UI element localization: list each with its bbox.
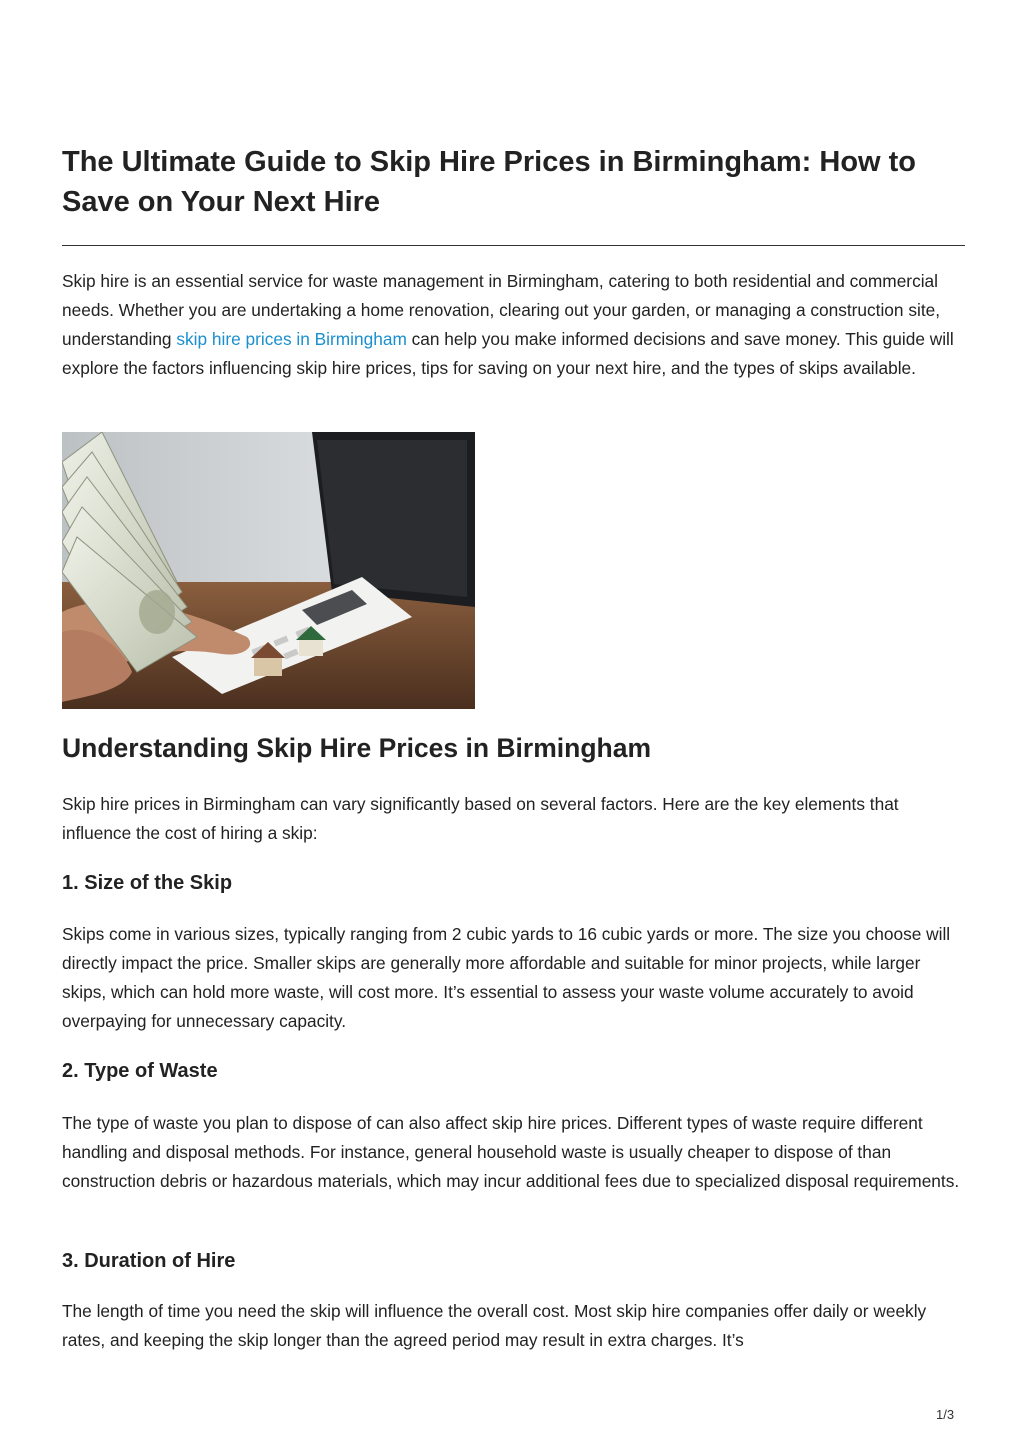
money-calculator-photo [62, 432, 475, 709]
page-number: 1/3 [936, 1407, 955, 1422]
section-intro-paragraph: Skip hire prices in Birmingham can vary significantly based on several factors. Here are the key elements that influence the cost of hiring a skip: [62, 794, 899, 843]
factor-paragraph: The length of time you need the skip will influence the overall cost. Most skip hire companies offer daily or weekly rates, and keeping the skip longer than the agreed period may result in extra charges. It’s [62, 1301, 927, 1350]
factor-paragraph: Skips come in various sizes, typically ranging from 2 cubic yards to 16 cubic yards or more. The size you choose will directly impact the price. Smaller skips are generally more affordable and suitable for minor projects, while larger skips, which can hold more waste, will cost more. It’s essential to assess your waste volume accurately to avoid overpaying for unnecessary capacity. [62, 924, 951, 1031]
article-title: The Ultimate Guide to Skip Hire Prices in Birmingham: How to Save on Your Next Hire [62, 146, 917, 218]
skip-hire-prices-link[interactable]: skip hire prices in Birmingham [176, 329, 407, 349]
factor-paragraph: The type of waste you plan to dispose of can also affect skip hire prices. Different types of waste require different handling and disposal methods. For instance, general household waste is usually cheaper to dispose of than construction debris or hazardous materials, which may incur additional fees due to specialized disposal requirements. [62, 1113, 960, 1191]
intro-text-after-link: can help you make informed decisions and save money. This guide will explore the factors influencing skip hire prices, tips for saving on your next hire, and the types of skips available. [62, 329, 954, 378]
section-heading: Understanding Skip Hire Prices in Birmingham [62, 733, 652, 763]
factor-heading: 2. Type of Waste [62, 1060, 218, 1082]
factor-heading: 3. Duration of Hire [62, 1250, 236, 1272]
title-divider [62, 245, 965, 246]
intro-paragraph [62, 267, 965, 383]
factor-heading: 1. Size of the Skip [62, 872, 233, 894]
intro-text-before-link: Skip hire is an essential service for waste management in Birmingham, catering to both residential and commercial needs. Whether you are undertaking a home renovation, clearing out your garden, or managing a construction site, understanding [62, 271, 941, 349]
